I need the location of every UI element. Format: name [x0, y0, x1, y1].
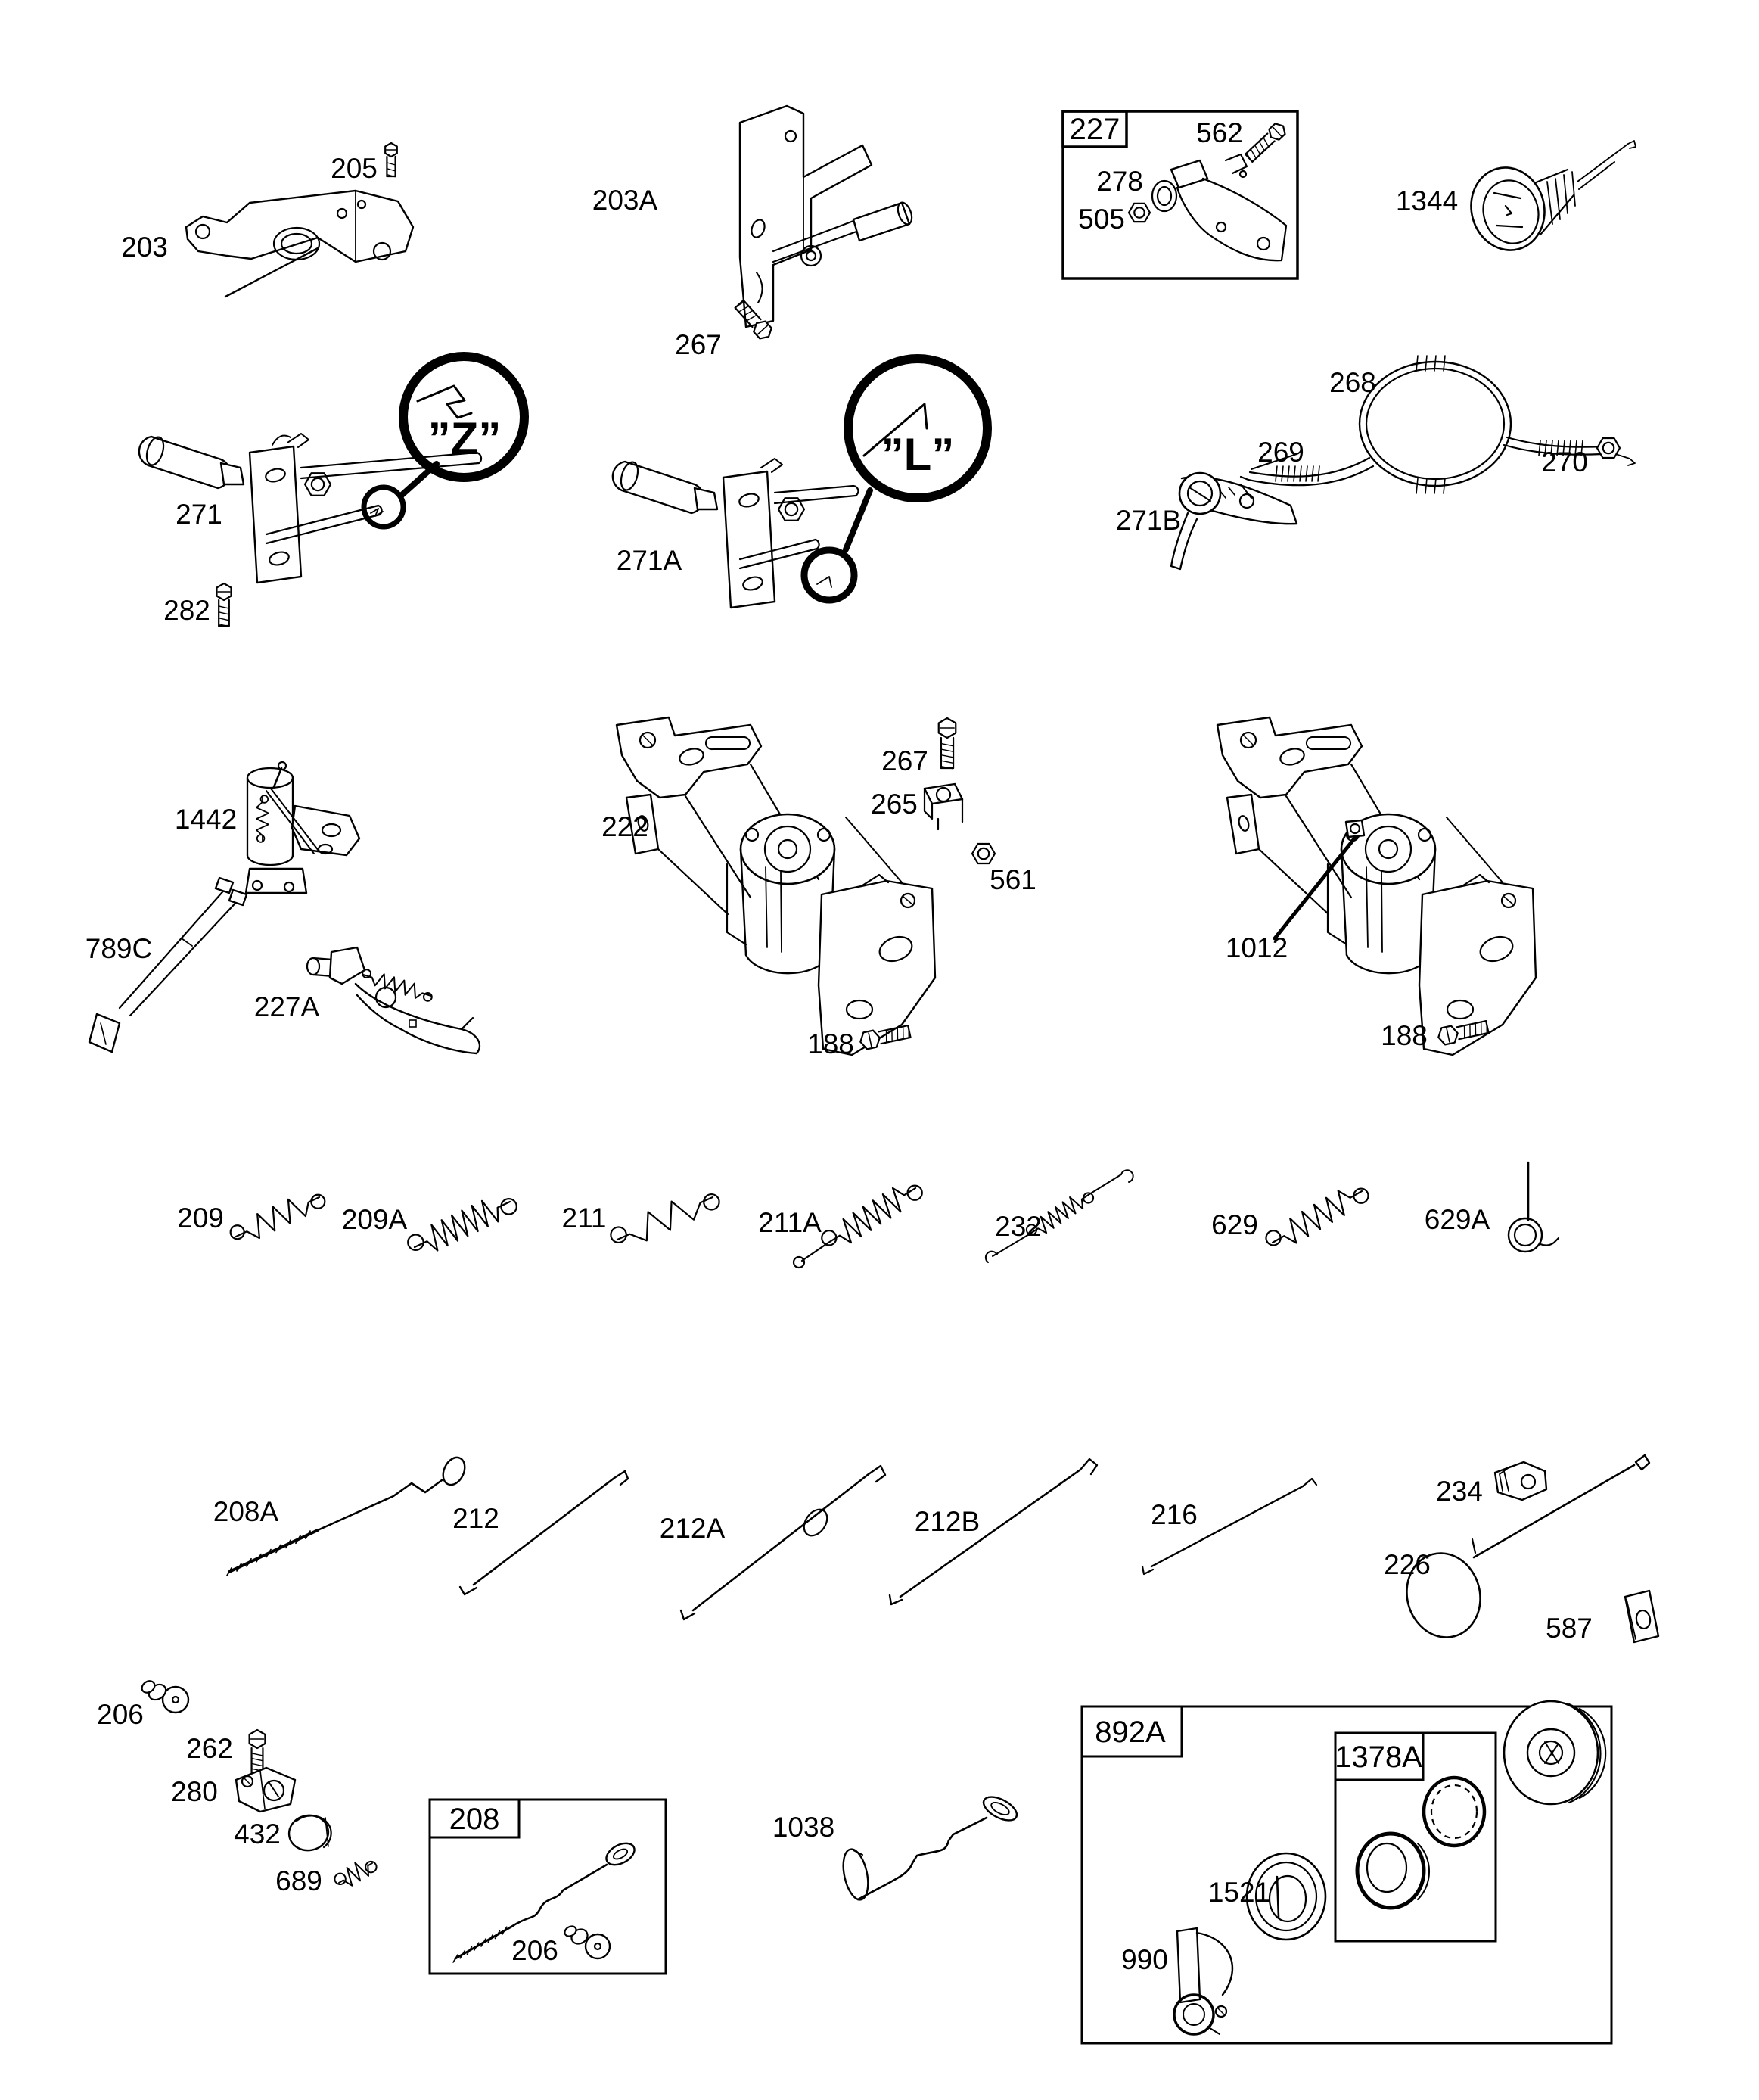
- part-label-211: 211: [561, 1202, 607, 1234]
- part-label-188-left: 188: [807, 1028, 854, 1059]
- part-label-212B: 212B: [914, 1506, 981, 1537]
- part-label-206-box: 206: [511, 1935, 558, 1966]
- part-label-262: 262: [186, 1733, 233, 1764]
- part-label-269: 269: [1257, 437, 1304, 468]
- part-629A-torsion-spring: [1509, 1162, 1559, 1252]
- part-label-432: 432: [234, 1818, 281, 1850]
- part-label-1442: 1442: [174, 804, 238, 835]
- part-203-drawing: [186, 191, 413, 297]
- part-label-216: 216: [1151, 1499, 1198, 1530]
- part-label-267-mid: 267: [881, 745, 928, 776]
- part-label-267-top: 267: [675, 329, 722, 360]
- part-206-screw-top: [140, 1678, 188, 1713]
- part-label-234: 234: [1436, 1476, 1483, 1507]
- part-689-spring: [334, 1862, 376, 1886]
- part-label-789C: 789C: [85, 933, 153, 964]
- part-label-265: 265: [871, 789, 918, 820]
- part-label-561: 561: [990, 864, 1036, 895]
- part-209-spring: [231, 1195, 325, 1239]
- part-label-271A: 271A: [616, 545, 682, 576]
- part-label-278: 278: [1096, 166, 1143, 197]
- part-205-bolt: [385, 143, 397, 177]
- part-label-212: 212: [452, 1503, 499, 1534]
- part-206-screw-box: [563, 1924, 610, 1958]
- part-561-nut: [972, 844, 995, 863]
- part-282-bolt: [216, 583, 231, 627]
- part-label-271: 271: [176, 499, 222, 530]
- part-label-990: 990: [1121, 1944, 1168, 1975]
- part-629-spring: [1266, 1189, 1368, 1246]
- part-label-562: 562: [1196, 117, 1243, 148]
- part-265-clamp: [925, 784, 962, 829]
- part-label-1521: 1521: [1207, 1877, 1271, 1908]
- part-label-587: 587: [1546, 1613, 1593, 1644]
- part-label-209: 209: [177, 1202, 224, 1234]
- part-271A-handle-assembly: [613, 459, 859, 608]
- part-label-1012: 1012: [1225, 932, 1288, 963]
- part-227A-lever: [307, 947, 480, 1053]
- part-270-nut: [1597, 438, 1620, 458]
- part-label-892A: 892A: [1095, 1716, 1166, 1749]
- part-label-209A: 209A: [341, 1204, 408, 1235]
- part-990-bracket: [1174, 1928, 1232, 2034]
- part-label-268: 268: [1329, 367, 1376, 398]
- part-label-1038: 1038: [772, 1812, 835, 1843]
- part-label-271B: 271B: [1115, 505, 1182, 536]
- part-1442-solenoid: [246, 762, 359, 893]
- part-209A-spring: [408, 1199, 517, 1250]
- part-234-clip: [1495, 1462, 1546, 1500]
- part-label-280: 280: [171, 1776, 218, 1807]
- part-label-629: 629: [1211, 1209, 1258, 1240]
- part-280-bracket: [236, 1768, 295, 1812]
- part-label-203A: 203A: [592, 185, 658, 216]
- part-label-188-right: 188: [1381, 1020, 1428, 1051]
- part-label-227: 227: [1069, 113, 1120, 146]
- part-label-629A: 629A: [1424, 1204, 1490, 1235]
- part-1038-rod-paddle: [839, 1792, 1021, 1902]
- part-892A-knob: [1504, 1701, 1605, 1804]
- detail-letter-z: ”Z”: [427, 413, 502, 464]
- part-label-1378A: 1378A: [1335, 1741, 1422, 1774]
- part-label-505: 505: [1078, 204, 1125, 235]
- part-789C-harness: [89, 878, 247, 1052]
- part-211-spring: [611, 1194, 719, 1243]
- part-1012-assembly: [1217, 717, 1536, 1055]
- part-label-205: 205: [331, 153, 378, 184]
- part-587-block: [1625, 1591, 1658, 1642]
- part-label-222: 222: [601, 811, 648, 842]
- part-label-270: 270: [1541, 446, 1588, 478]
- part-label-282: 282: [163, 595, 210, 626]
- part-label-689: 689: [275, 1865, 322, 1896]
- part-label-208A: 208A: [213, 1496, 279, 1527]
- part-1344-choke-knob: [1462, 141, 1636, 259]
- part-label-203: 203: [121, 232, 168, 263]
- part-label-212A: 212A: [659, 1513, 726, 1544]
- part-271B-lever: [1171, 473, 1297, 569]
- detail-letter-l: ”L”: [881, 429, 955, 480]
- part-label-226: 226: [1384, 1549, 1431, 1580]
- part-432-bushing: [286, 1812, 331, 1853]
- part-label-206-top: 206: [97, 1699, 144, 1730]
- part-1378A-seals: [1357, 1778, 1484, 1908]
- part-267-bolt-mid: [939, 718, 956, 769]
- part-label-211A: 211A: [758, 1207, 822, 1238]
- part-203A-drawing: [740, 106, 915, 327]
- part-label-208: 208: [449, 1803, 500, 1836]
- part-label-227A: 227A: [253, 991, 320, 1022]
- part-label-1344: 1344: [1395, 185, 1459, 216]
- part-label-232: 232: [995, 1211, 1042, 1242]
